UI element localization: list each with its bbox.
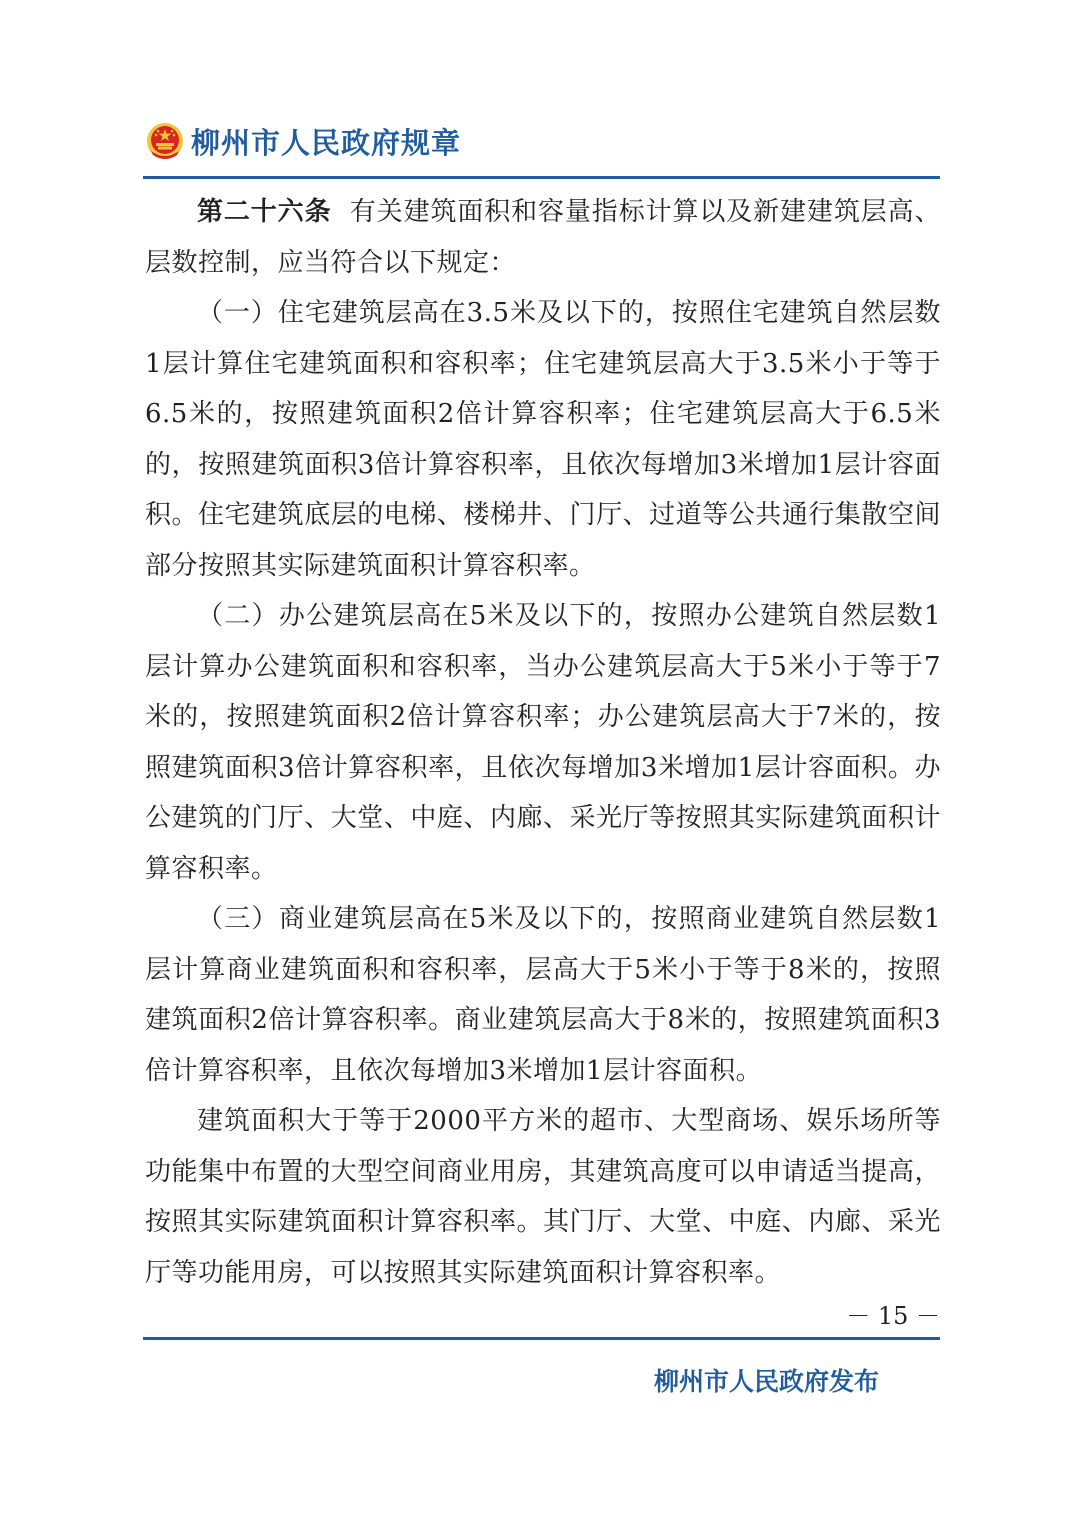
clause-paragraph-3: （三）商业建筑层高在5米及以下的，按照商业建筑自然层数1层计算商业建筑面积和容积率，层高大于5米小于等于8米的，按照建筑面积2倍计算容积率。商业建筑层高大于8米的，按照建筑面积3倍计算容积率，且依次每增加3米增加1层计容面积。 bbox=[145, 904, 941, 1086]
page-header bbox=[145, 116, 461, 166]
article-intro: 有关建筑面积和容量指标计算以及新建建筑层高、层数控制，应当符合以下规定： bbox=[145, 197, 941, 278]
national-emblem-icon bbox=[145, 121, 185, 161]
document-body bbox=[145, 187, 941, 1298]
article-label: 第二十六条 bbox=[197, 197, 332, 227]
header-divider bbox=[143, 176, 940, 179]
header-title: 柳州市人民政府规章 bbox=[191, 125, 462, 160]
article-paragraph bbox=[145, 187, 941, 288]
footer-publisher: 柳州市人民政府发布 bbox=[653, 1367, 879, 1396]
clause-paragraph-1: （一）住宅建筑层高在3.5米及以下的，按照住宅建筑自然层数1层计算住宅建筑面积和容积率；住宅建筑层高大于3.5米小于等于6.5米的，按照建筑面积2倍计算容积率；住宅建筑层高大于6.5米的，按照建筑面积3倍计算容积率，且依次每增加3米增加1层计容面积。住宅建筑底层的电梯、楼梯井、门厅、过道等公共通行集散空间部分按照其实际建筑面积计算容积率。 bbox=[145, 298, 941, 581]
page-number: － 15 － bbox=[846, 1302, 940, 1330]
footer-divider bbox=[143, 1337, 940, 1340]
clause-paragraph-4: 建筑面积大于等于2000平方米的超市、大型商场、娱乐场所等功能集中布置的大型空间商业用房，其建筑高度可以申请适当提高，按照其实际建筑面积计算容积率。其门厅、大堂、中庭、内廊、采光厅等功能用房，可以按照其实际建筑面积计算容积率。 bbox=[145, 1106, 941, 1288]
clause-paragraph-2: （二）办公建筑层高在5米及以下的，按照办公建筑自然层数1层计算办公建筑面积和容积率，当办公建筑层高大于5米小于等于7米的，按照建筑面积2倍计算容积率；办公建筑层高大于7米的，按照建筑面积3倍计算容积率，且依次每增加3米增加1层计容面积。办公建筑的门厅、大堂、中庭、内廊、采光厅等按照其实际建筑面积计算容积率。 bbox=[145, 601, 941, 884]
